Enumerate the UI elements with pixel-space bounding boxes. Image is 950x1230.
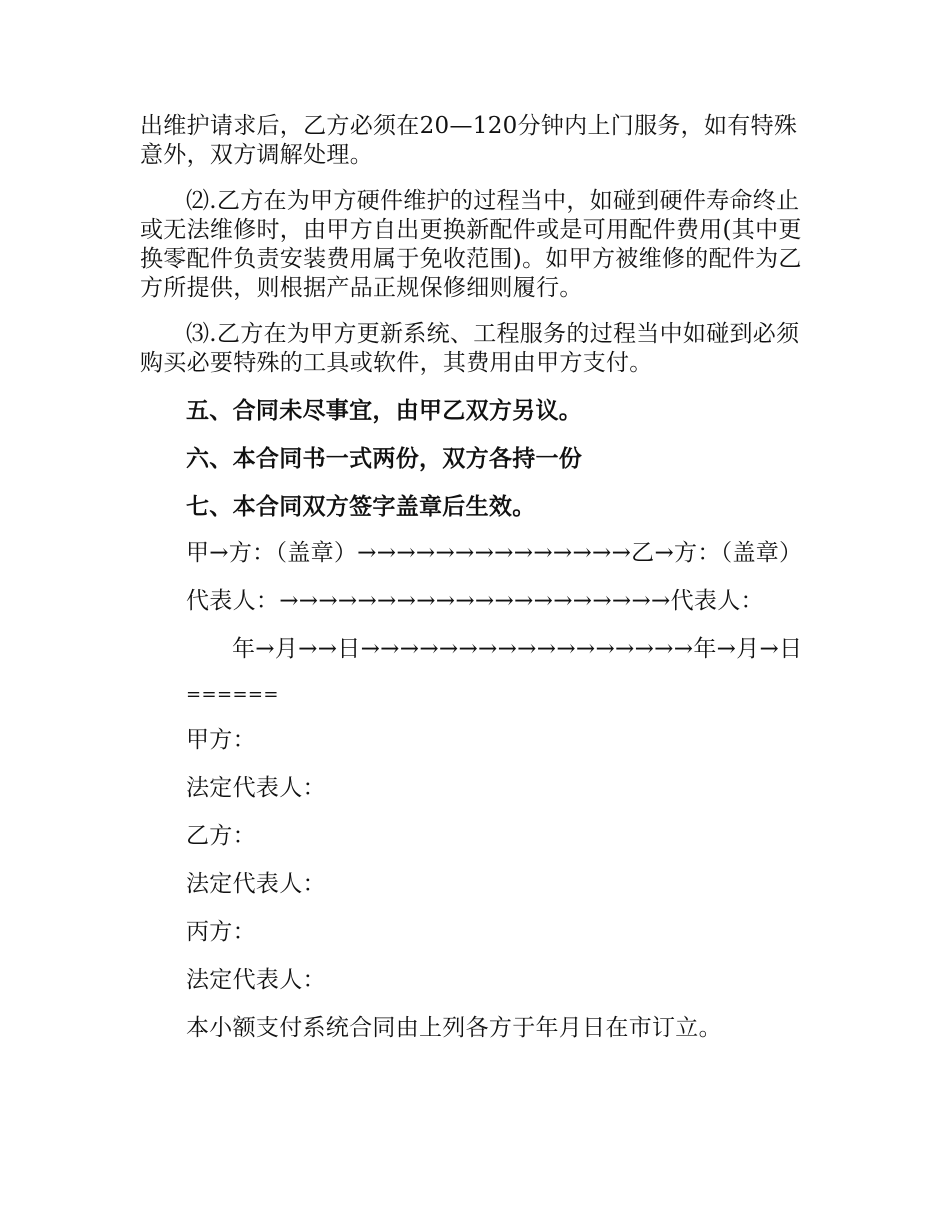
party-c-label: 丙方： xyxy=(186,919,256,945)
article-6-heading: 六、本合同书一式两份，双方各持一份 xyxy=(186,446,583,472)
contract-closing-statement: 本小额支付系统合同由上列各方于年月日在市订立。 xyxy=(186,1015,722,1041)
clause-item-2-paragraph: ⑵.乙方在为甲方硬件维护的过程当中，如碰到硬件寿命终止或无法维修时，由甲方自出更换新配件或是可用配件费用(其中更换零配件负责安装费用属于免收范围)。如甲方被维修的配件为乙方所提供，则根据产品正规保修细则履行。 xyxy=(140,188,802,301)
clause-continuation-paragraph: 出维护请求后，乙方必须在20—120分钟内上门服务，如有特殊意外，双方调解处理。 xyxy=(140,113,798,168)
signature-date-line: 年→月→→日→→→→→→→→→→→→→→→→→年→月→日 xyxy=(232,636,803,662)
party-b-label: 乙方： xyxy=(186,823,256,849)
party-a-label: 甲方： xyxy=(186,727,256,753)
clause-item-3-paragraph: ⑶.乙方在为甲方更新系统、工程服务的过程当中如碰到必须购买必要特殊的工具或软件，其费用由甲方支付。 xyxy=(140,321,800,376)
signature-parties-line: 甲→方：（盖章）→→→→→→→→→→→→→→乙→方：（盖章） xyxy=(186,540,803,566)
article-5-heading: 五、合同未尽事宜，由甲乙双方另议。 xyxy=(186,398,583,424)
party-c-legal-representative-label: 法定代表人： xyxy=(186,967,326,993)
party-b-legal-representative-label: 法定代表人： xyxy=(186,871,326,897)
article-7-heading: 七、本合同双方签字盖章后生效。 xyxy=(186,494,536,520)
signature-representatives-line: 代表人：→→→→→→→→→→→→→→→→→→→→代表人： xyxy=(186,588,764,614)
party-a-legal-representative-label: 法定代表人： xyxy=(186,775,326,801)
document-body xyxy=(140,112,812,1043)
section-separator: ====== xyxy=(186,684,279,705)
